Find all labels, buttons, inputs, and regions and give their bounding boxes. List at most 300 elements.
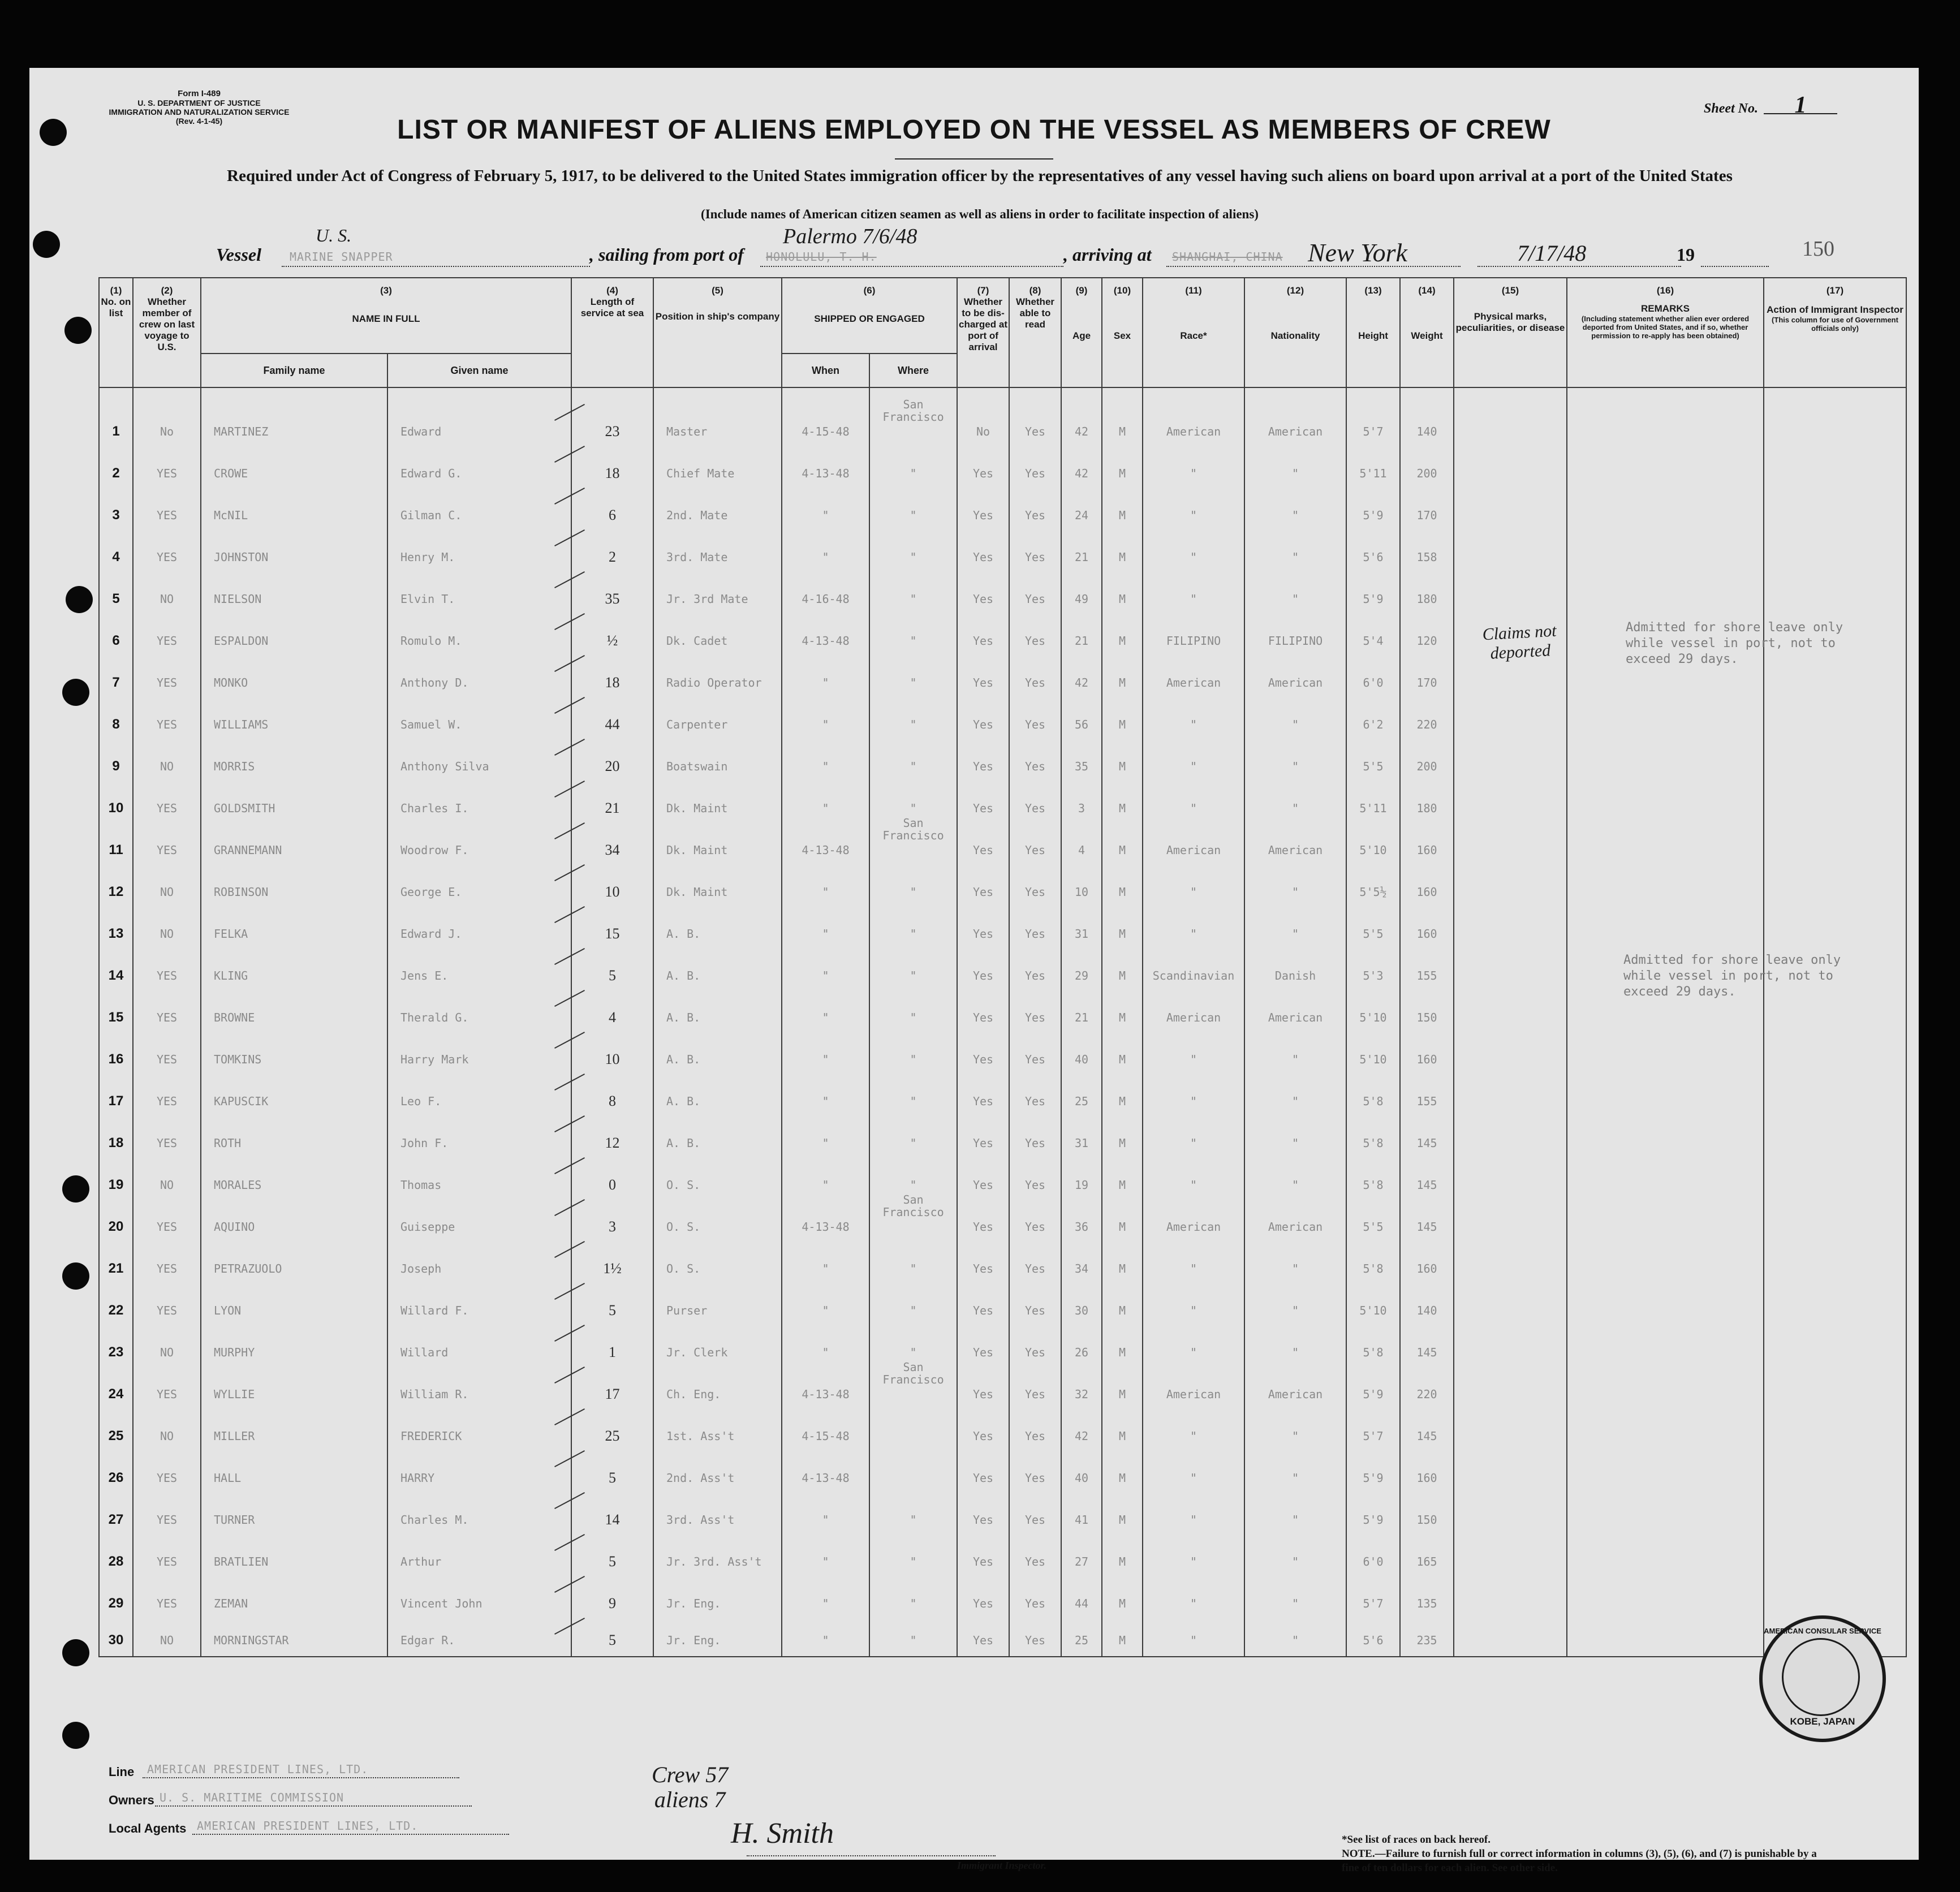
binder-hole (66, 586, 93, 613)
remarks-cell (1567, 1499, 1764, 1541)
shipped-where-text: " (910, 1094, 917, 1108)
weight-cell (1400, 1415, 1454, 1457)
height-cell (1346, 1122, 1400, 1164)
age-cell (1061, 578, 1102, 620)
row-number-cell (99, 1331, 133, 1373)
given-name-cell (387, 536, 571, 578)
age-text: 41 (1074, 1513, 1089, 1527)
service-years-text: 44 (605, 716, 620, 732)
inspector-action-cell (1764, 704, 1906, 745)
shipped-when-cell (782, 955, 869, 997)
race-text: " (1190, 1346, 1197, 1359)
prev-voyage-text: YES (156, 969, 178, 982)
remarks-cell (1567, 662, 1764, 704)
height-cell (1346, 1248, 1400, 1290)
age-text: 49 (1074, 592, 1089, 606)
row-number-text: 27 (108, 1512, 124, 1527)
sex-cell (1102, 704, 1143, 745)
remarks-cell (1567, 1038, 1764, 1080)
age-cell (1061, 662, 1102, 704)
inspector-action-cell (1764, 1038, 1906, 1080)
race-cell (1143, 955, 1244, 997)
shipped-when-cell (782, 1122, 869, 1164)
sex-text: M (1118, 1471, 1126, 1485)
family-name-text: JOHNSTON (214, 550, 269, 564)
discharged-text: Yes (972, 1178, 994, 1192)
remarks-cell (1567, 1122, 1764, 1164)
family-name-cell (201, 1541, 387, 1583)
row-number-cell (99, 787, 133, 829)
race-text: " (1190, 1178, 1197, 1192)
able-to-read-text: Yes (1024, 1136, 1046, 1150)
discharged-cell (957, 1583, 1009, 1624)
sex-text: M (1118, 592, 1126, 606)
shipped-when-text: " (822, 801, 829, 815)
shipped-where-cell (869, 1499, 957, 1541)
family-name-cell (201, 1457, 387, 1499)
shipped-where-cell (869, 871, 957, 913)
able-to-read-text: Yes (1024, 1053, 1046, 1066)
given-name-text: Guiseppe (400, 1220, 455, 1234)
shipped-when-cell (782, 745, 869, 787)
alien-count: aliens 7 (654, 1787, 726, 1812)
line-field (143, 1762, 459, 1778)
height-text: 5'5½ (1359, 885, 1387, 899)
able-to-read-text: Yes (1024, 550, 1046, 564)
race-cell (1143, 787, 1244, 829)
weight-text: 150 (1416, 1513, 1437, 1527)
race-cell (1143, 829, 1244, 871)
race-text: " (1190, 927, 1197, 941)
prev-voyage-text: YES (156, 1387, 178, 1401)
discharged-cell (957, 1206, 1009, 1248)
shipped-where-cell (869, 997, 957, 1038)
shipped-where-text: " (910, 1011, 917, 1024)
service-years-text: 10 (605, 883, 620, 900)
race-cell (1143, 1248, 1244, 1290)
table-row (99, 829, 1906, 871)
position-cell (653, 494, 782, 536)
position-cell (653, 1499, 782, 1541)
shipped-when-text: " (822, 1178, 829, 1192)
prev-voyage-text: YES (156, 1262, 178, 1275)
service-years-text: 21 (605, 800, 620, 816)
given-name-cell (387, 829, 571, 871)
age-cell (1061, 1290, 1102, 1331)
row-number-text: 23 (108, 1344, 124, 1360)
shipped-when-cell (782, 1290, 869, 1331)
sex-text: M (1118, 676, 1126, 689)
age-text: 31 (1074, 927, 1089, 941)
shipped-when-cell (782, 704, 869, 745)
physical-marks-note: Claims not deported (1481, 621, 1557, 663)
family-name-cell (201, 452, 387, 494)
age-cell (1061, 704, 1102, 745)
shipped-where-cell (869, 1360, 957, 1415)
able-to-read-text: Yes (1024, 676, 1046, 689)
height-text: 5'8 (1363, 1262, 1384, 1275)
row-number-text: 25 (108, 1428, 124, 1443)
family-name-text: FELKA (214, 927, 248, 941)
age-text: 4 (1078, 843, 1085, 857)
sex-text: M (1118, 843, 1126, 857)
row-number-cell (99, 1457, 133, 1499)
shipped-where-text: " (910, 1262, 917, 1275)
given-name-text: Henry M. (400, 550, 455, 564)
race-cell (1143, 1206, 1244, 1248)
shipped-where-cell (869, 913, 957, 955)
height-text: 5'5 (1363, 927, 1384, 941)
sex-cell (1102, 745, 1143, 787)
nationality-text: " (1291, 885, 1299, 899)
able-to-read-cell (1009, 1164, 1061, 1206)
able-to-read-cell (1009, 1038, 1061, 1080)
prev-voyage-text: YES (156, 467, 178, 480)
physical-marks-cell (1454, 536, 1567, 578)
able-to-read-text: Yes (1024, 508, 1046, 522)
family-name-text: BROWNE (214, 1011, 255, 1024)
row-number-cell (99, 871, 133, 913)
age-text: 19 (1074, 1178, 1089, 1192)
physical-marks-cell (1454, 1038, 1567, 1080)
owners-field (155, 1791, 472, 1807)
nationality-text: " (1291, 550, 1299, 564)
family-name-text: MORNINGSTAR (214, 1634, 289, 1647)
able-to-read-text: Yes (1024, 1634, 1046, 1647)
age-text: 34 (1074, 1262, 1089, 1275)
physical-marks-cell (1454, 871, 1567, 913)
given-name-text: Thomas (400, 1178, 442, 1192)
sex-cell (1102, 1373, 1143, 1415)
shipped-when-cell (782, 1583, 869, 1624)
discharged-cell (957, 1038, 1009, 1080)
nationality-text: " (1291, 927, 1299, 941)
table-row (99, 1164, 1906, 1206)
shipped-when-cell (782, 871, 869, 913)
inspector-action-cell (1764, 662, 1906, 704)
given-name-cell (387, 1499, 571, 1541)
race-text: " (1190, 1304, 1197, 1317)
race-text: " (1190, 1513, 1197, 1527)
vessel-field (282, 225, 590, 267)
weight-text: 180 (1416, 801, 1437, 815)
shipped-when-cell (782, 578, 869, 620)
sex-text: M (1118, 1387, 1126, 1401)
given-name-text: FREDERICK (400, 1429, 462, 1443)
age-text: 10 (1074, 885, 1089, 899)
race-text: " (1190, 1429, 1197, 1443)
discharged-text: Yes (972, 592, 994, 606)
position-text: A. B. (666, 1136, 701, 1150)
age-cell (1061, 1248, 1102, 1290)
inspector-action-cell (1764, 745, 1906, 787)
inspector-action-cell (1764, 1541, 1906, 1583)
sex-text: M (1118, 508, 1126, 522)
sheet-number (1704, 92, 1837, 118)
family-name-text: PETRAZUOLO (214, 1262, 282, 1275)
physical-marks-cell (1454, 1583, 1567, 1624)
family-name-text: LYON (214, 1304, 242, 1317)
shipped-when-cell (782, 1248, 869, 1290)
weight-text: 200 (1416, 467, 1437, 480)
race-text: " (1190, 718, 1197, 731)
shipped-where-text: " (910, 1597, 917, 1610)
physical-marks-cell (1454, 745, 1567, 787)
nationality-text: " (1291, 801, 1299, 815)
family-name-cell (201, 578, 387, 620)
prev-voyage-text: YES (156, 1555, 178, 1568)
given-name-cell (387, 1248, 571, 1290)
family-name-text: MONKO (214, 676, 248, 689)
position-text: A. B. (666, 1053, 701, 1066)
nationality-text: " (1291, 1136, 1299, 1150)
sex-cell (1102, 411, 1143, 452)
row-number-cell (99, 620, 133, 662)
position-text: Dk. Maint (666, 801, 728, 815)
discharged-text: Yes (972, 467, 994, 480)
sex-text: M (1118, 1634, 1126, 1647)
discharged-cell (957, 1541, 1009, 1583)
discharged-cell (957, 1122, 1009, 1164)
shipped-where-text: " (910, 1513, 917, 1527)
height-text: 5'8 (1363, 1136, 1384, 1150)
discharged-cell (957, 1248, 1009, 1290)
remarks-cell (1567, 913, 1764, 955)
given-name-cell (387, 1290, 571, 1331)
binder-hole (62, 679, 89, 706)
inspector-action-cell (1764, 1164, 1906, 1206)
height-cell (1346, 452, 1400, 494)
age-text: 56 (1074, 718, 1089, 731)
physical-marks-cell (1454, 1499, 1567, 1541)
age-text: 21 (1074, 1011, 1089, 1024)
sex-cell (1102, 662, 1143, 704)
family-name-text: MILLER (214, 1429, 255, 1443)
height-cell (1346, 1541, 1400, 1583)
revision: (Rev. 4-1-45) (175, 117, 223, 126)
discharged-cell (957, 1331, 1009, 1373)
row-number-cell (99, 997, 133, 1038)
weight-cell (1400, 1164, 1454, 1206)
shipped-where-cell (869, 1583, 957, 1624)
table-row (99, 1499, 1906, 1541)
race-cell (1143, 536, 1244, 578)
inspector-action-cell (1764, 452, 1906, 494)
weight-cell (1400, 1624, 1454, 1657)
height-cell (1346, 913, 1400, 955)
prev-voyage-cell (133, 1080, 201, 1122)
age-text: 25 (1074, 1634, 1089, 1647)
shipped-when-cell (782, 1206, 869, 1248)
given-name-text: Anthony D. (400, 676, 469, 689)
nationality-text: American (1268, 843, 1323, 857)
family-name-cell (201, 1331, 387, 1373)
row-number-text: 4 (112, 549, 120, 564)
weight-text: 160 (1416, 1471, 1437, 1485)
sex-cell (1102, 1248, 1143, 1290)
able-to-read-cell (1009, 1248, 1061, 1290)
age-text: 40 (1074, 1471, 1089, 1485)
remarks-cell (1567, 1290, 1764, 1331)
service-years-text: 5 (609, 967, 616, 984)
race-text: " (1190, 467, 1197, 480)
given-name-cell (387, 1206, 571, 1248)
sex-text: M (1118, 760, 1126, 773)
row-number-text: 28 (108, 1554, 124, 1569)
family-name-text: MURPHY (214, 1346, 255, 1359)
position-text: Dk. Maint (666, 843, 728, 857)
row-number-cell (99, 1164, 133, 1206)
race-text: " (1190, 1634, 1197, 1647)
weight-cell (1400, 871, 1454, 913)
given-name-cell (387, 1583, 571, 1624)
able-to-read-cell (1009, 871, 1061, 913)
age-text: 25 (1074, 1094, 1089, 1108)
race-text: " (1190, 1094, 1197, 1108)
weight-cell (1400, 1331, 1454, 1373)
able-to-read-cell (1009, 1331, 1061, 1373)
weight-cell (1400, 1290, 1454, 1331)
nationality-cell (1244, 997, 1346, 1038)
given-name-cell (387, 494, 571, 536)
family-name-cell (201, 829, 387, 871)
binder-hole (62, 1262, 89, 1290)
subtitle: Required under Act of Congress of February 5, 1917, to be delivered to the United States immigration officer by the representatives of any vessel having such aliens on board upon arrival at a port of the United States (227, 167, 1733, 185)
agents-field (192, 1819, 509, 1835)
discharged-text: Yes (972, 1262, 994, 1275)
weight-cell (1400, 787, 1454, 829)
shipped-when-text: " (822, 1597, 829, 1610)
age-cell (1061, 1206, 1102, 1248)
height-cell (1346, 1331, 1400, 1373)
table-row (99, 1290, 1906, 1331)
age-cell (1061, 1499, 1102, 1541)
shipped-when-text: 4-13-48 (802, 1387, 850, 1401)
height-cell (1346, 829, 1400, 871)
height-text: 5'10 (1359, 843, 1387, 857)
family-name-text: CROWE (214, 467, 248, 480)
able-to-read-cell (1009, 745, 1061, 787)
position-text: Jr. Eng. (666, 1634, 721, 1647)
remarks-cell (1567, 1331, 1764, 1373)
sheet-value: 1 (1764, 97, 1837, 114)
row-number-text: 9 (112, 758, 120, 774)
sex-cell (1102, 955, 1143, 997)
discharged-cell (957, 787, 1009, 829)
discharged-text: Yes (972, 801, 994, 815)
seal-emblem (1782, 1638, 1860, 1716)
row-number-text: 3 (112, 507, 120, 523)
row-number-text: 17 (108, 1093, 124, 1109)
prev-voyage-cell (133, 620, 201, 662)
family-name-text: NIELSON (214, 592, 262, 606)
shipped-when-text: " (822, 1634, 829, 1647)
physical-marks-cell (1454, 1206, 1567, 1248)
row-number-cell (99, 829, 133, 871)
shipped-when-cell (782, 1038, 869, 1080)
nationality-cell (1244, 1122, 1346, 1164)
remarks-cell (1567, 411, 1764, 452)
height-text: 5'6 (1363, 1634, 1384, 1647)
given-name-text: Samuel W. (400, 718, 462, 731)
service-years-text: 20 (605, 758, 620, 774)
prev-voyage-text: YES (156, 1053, 178, 1066)
seal-top-text: AMERICAN CONSULAR SERVICE (1764, 1627, 1881, 1635)
row-number-cell (99, 1122, 133, 1164)
owners-label: Owners (109, 1793, 154, 1807)
remarks-cell (1567, 787, 1764, 829)
owners-value: U. S. MARITIME COMMISSION (160, 1791, 344, 1804)
table-row (99, 1457, 1906, 1499)
nationality-cell (1244, 620, 1346, 662)
prev-voyage-cell (133, 411, 201, 452)
prev-voyage-cell (133, 1164, 201, 1206)
nationality-text: Danish (1274, 969, 1316, 982)
given-name-cell (387, 871, 571, 913)
inspector-signature: H. Smith (731, 1817, 834, 1850)
given-name-text: Edgar R. (400, 1634, 455, 1647)
given-name-cell (387, 411, 571, 452)
row-number-text: 6 (112, 633, 120, 648)
position-cell (653, 704, 782, 745)
sex-text: M (1118, 1597, 1126, 1610)
sex-text: M (1118, 1555, 1126, 1568)
family-name-text: AQUINO (214, 1220, 255, 1234)
physical-marks-cell (1454, 1373, 1567, 1415)
arriving-field (1166, 238, 1461, 267)
able-to-read-cell (1009, 997, 1061, 1038)
weight-text: 145 (1416, 1136, 1437, 1150)
shipped-where-text: " (910, 467, 917, 480)
race-text: " (1190, 550, 1197, 564)
able-to-read-text: Yes (1024, 1346, 1046, 1359)
row-number-cell (99, 1038, 133, 1080)
col-remarks-header: (16) REMARKS (Including statement whether alien ever ordered deported from United States, and if so, whether permission to re-apply has been obtained) (1567, 278, 1764, 387)
shipped-when-cell (782, 536, 869, 578)
able-to-read-cell (1009, 578, 1061, 620)
manifest-rows (99, 387, 1906, 1657)
position-text: Jr. Eng. (666, 1597, 721, 1610)
prev-voyage-cell (133, 1290, 201, 1331)
row-number-cell (99, 1206, 133, 1248)
prev-voyage-cell (133, 1206, 201, 1248)
col-race-header: (11) Race* (1143, 278, 1244, 387)
able-to-read-cell (1009, 955, 1061, 997)
able-to-read-cell (1009, 704, 1061, 745)
family-name-text: WILLIAMS (214, 718, 269, 731)
remarks-cell (1567, 704, 1764, 745)
nationality-text: American (1268, 676, 1323, 689)
position-text: Purser (666, 1304, 708, 1317)
physical-marks-cell (1454, 662, 1567, 704)
height-cell (1346, 1373, 1400, 1415)
sex-text: M (1118, 1346, 1126, 1359)
agents-value: AMERICAN PRESIDENT LINES, LTD. (197, 1819, 419, 1833)
able-to-read-text: Yes (1024, 592, 1046, 606)
remarks-cell (1567, 1206, 1764, 1248)
prev-voyage-text: YES (156, 508, 178, 522)
table-row (99, 1038, 1906, 1080)
col-service-header: (4) Length of service at sea (571, 278, 653, 387)
able-to-read-cell (1009, 1206, 1061, 1248)
prev-voyage-text: NO (160, 885, 174, 899)
race-text: " (1190, 1597, 1197, 1610)
race-cell (1143, 704, 1244, 745)
discharged-cell (957, 1373, 1009, 1415)
shipped-where-text: San Francisco (882, 816, 944, 842)
prev-voyage-text: NO (160, 760, 174, 773)
race-cell (1143, 1080, 1244, 1122)
